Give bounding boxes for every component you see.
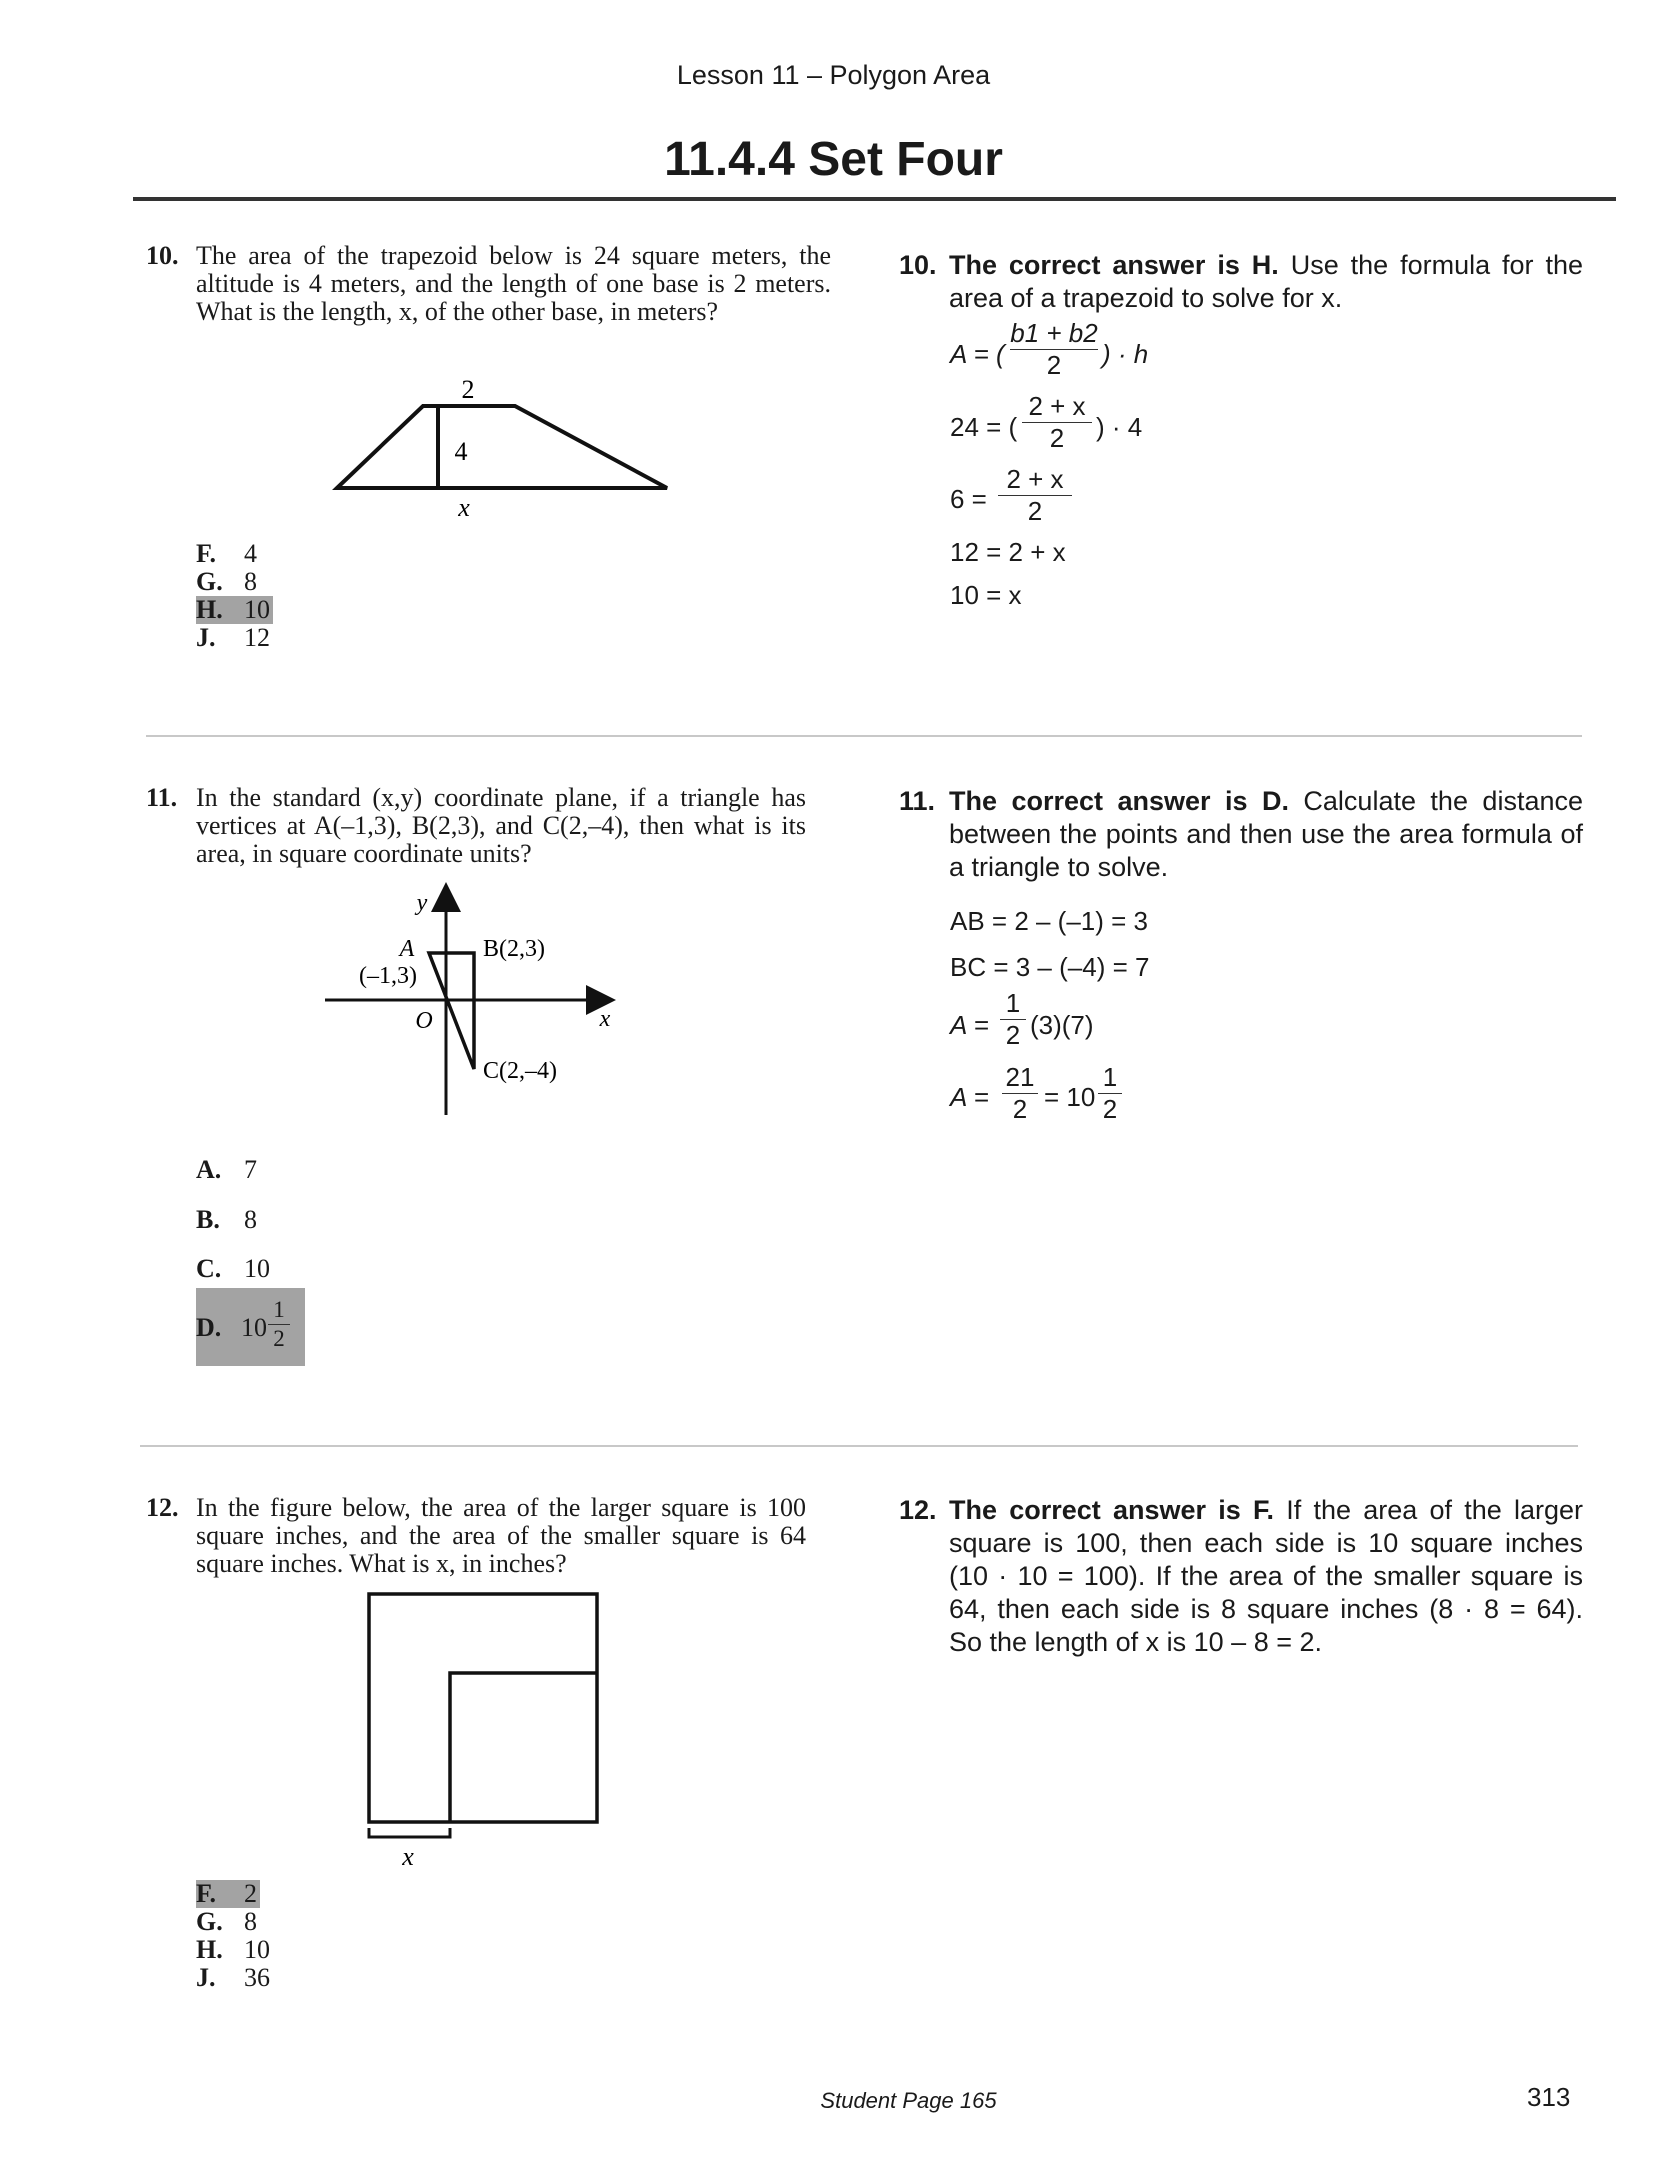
choice-f[interactable]: F. 4 (196, 539, 257, 568)
answer-number: 10. (899, 250, 937, 280)
page-title: 11.4.4 Set Four (664, 133, 1003, 186)
altitude-label: 4 (454, 437, 468, 466)
answer-11 (899, 785, 1583, 884)
choice-a[interactable]: A. 7 (196, 1155, 257, 1184)
svg-text:B(2,3): B(2,3) (483, 936, 545, 962)
student-page-label: Student Page 165 (820, 2088, 997, 2113)
svg-text:x: x (599, 1006, 611, 1032)
svg-text:x: x (402, 1842, 414, 1871)
answer-lead: The correct answer is F. (949, 1495, 1275, 1525)
choice-h-highlighted[interactable]: H. 10 (196, 596, 273, 624)
question-text: The area of the trapezoid below is 24 square meters, the altitude is 4 meters, and the length of one base is 2 meters. What is the length, x, of the other base, in meters? (196, 241, 831, 326)
choice-d-highlighted[interactable]: D. 10 1 2 (196, 1288, 305, 1366)
answer-text: Use the formula for the area of a trapezoid to solve for x. (949, 250, 1583, 313)
choice-f-highlighted[interactable]: F. 2 (196, 1880, 260, 1908)
squares-figure (360, 1585, 610, 1875)
question-10 (146, 242, 831, 326)
choice-h[interactable]: H. 10 (196, 1935, 270, 1964)
answer-number: 12. (899, 1495, 937, 1525)
divider (140, 1445, 1578, 1447)
answer-10 (899, 249, 1583, 315)
choices-10 (196, 540, 396, 655)
answer-lead: The correct answer is H. (949, 250, 1279, 280)
lesson-header: Lesson 11 – Polygon Area (676, 60, 991, 90)
svg-text:A: A (399, 936, 415, 962)
question-text: In the standard (x,y) coordinate plane, if a triangle has vertices at A(–1,3), B(2,3), and C(2,–4), then what is its area, in square coordinate units? (196, 783, 806, 868)
svg-text:O: O (415, 1008, 433, 1034)
top-base-label: 2 (461, 375, 475, 404)
choices-11 (196, 1156, 396, 1366)
choice-j[interactable]: J. 12 (196, 623, 270, 652)
question-11 (146, 784, 806, 868)
choice-g[interactable]: G. 8 (196, 567, 257, 596)
choice-c[interactable]: C. 10 (196, 1254, 270, 1283)
choice-j[interactable]: J. 36 (196, 1963, 270, 1992)
trapezoid-figure (320, 370, 680, 530)
answer-text: If the area of the larger square is 100, then each side is 10 square inches (10 · 10 = 100). If the area of the smaller square is 64, then each side is 8 square inches (8 · 8 = 64). So the length of x is 10 – 8 = 2. (949, 1495, 1584, 1657)
answer-number: 11. (899, 786, 936, 816)
page-number: 313 (1527, 2082, 1571, 2112)
svg-text:y: y (416, 890, 428, 916)
choices-12 (196, 1880, 396, 1995)
question-number: 12. (146, 1493, 179, 1522)
choice-b[interactable]: B. 8 (196, 1205, 257, 1234)
coordinate-plane-figure (320, 880, 640, 1120)
question-number: 10. (146, 241, 179, 270)
question-text: In the figure below, the area of the larger square is 100 square inches, and the area of the smaller square is 64 square inches. What is x, in inches? (196, 1493, 806, 1578)
bottom-base-label: x (458, 493, 470, 522)
divider (146, 735, 1582, 737)
choice-g[interactable]: G. 8 (196, 1907, 257, 1936)
question-number: 11. (146, 783, 178, 812)
answer-lead: The correct answer is D. (949, 786, 1289, 816)
title-rule (133, 197, 1616, 201)
answer-12 (899, 1494, 1583, 1659)
answer-text: Calculate the distance between the points and then use the area formula of a triangle to solve. (949, 786, 1583, 882)
svg-text:(–1,3): (–1,3) (359, 963, 417, 989)
question-12 (146, 1494, 806, 1578)
svg-text:C(2,–4): C(2,–4) (483, 1058, 557, 1084)
